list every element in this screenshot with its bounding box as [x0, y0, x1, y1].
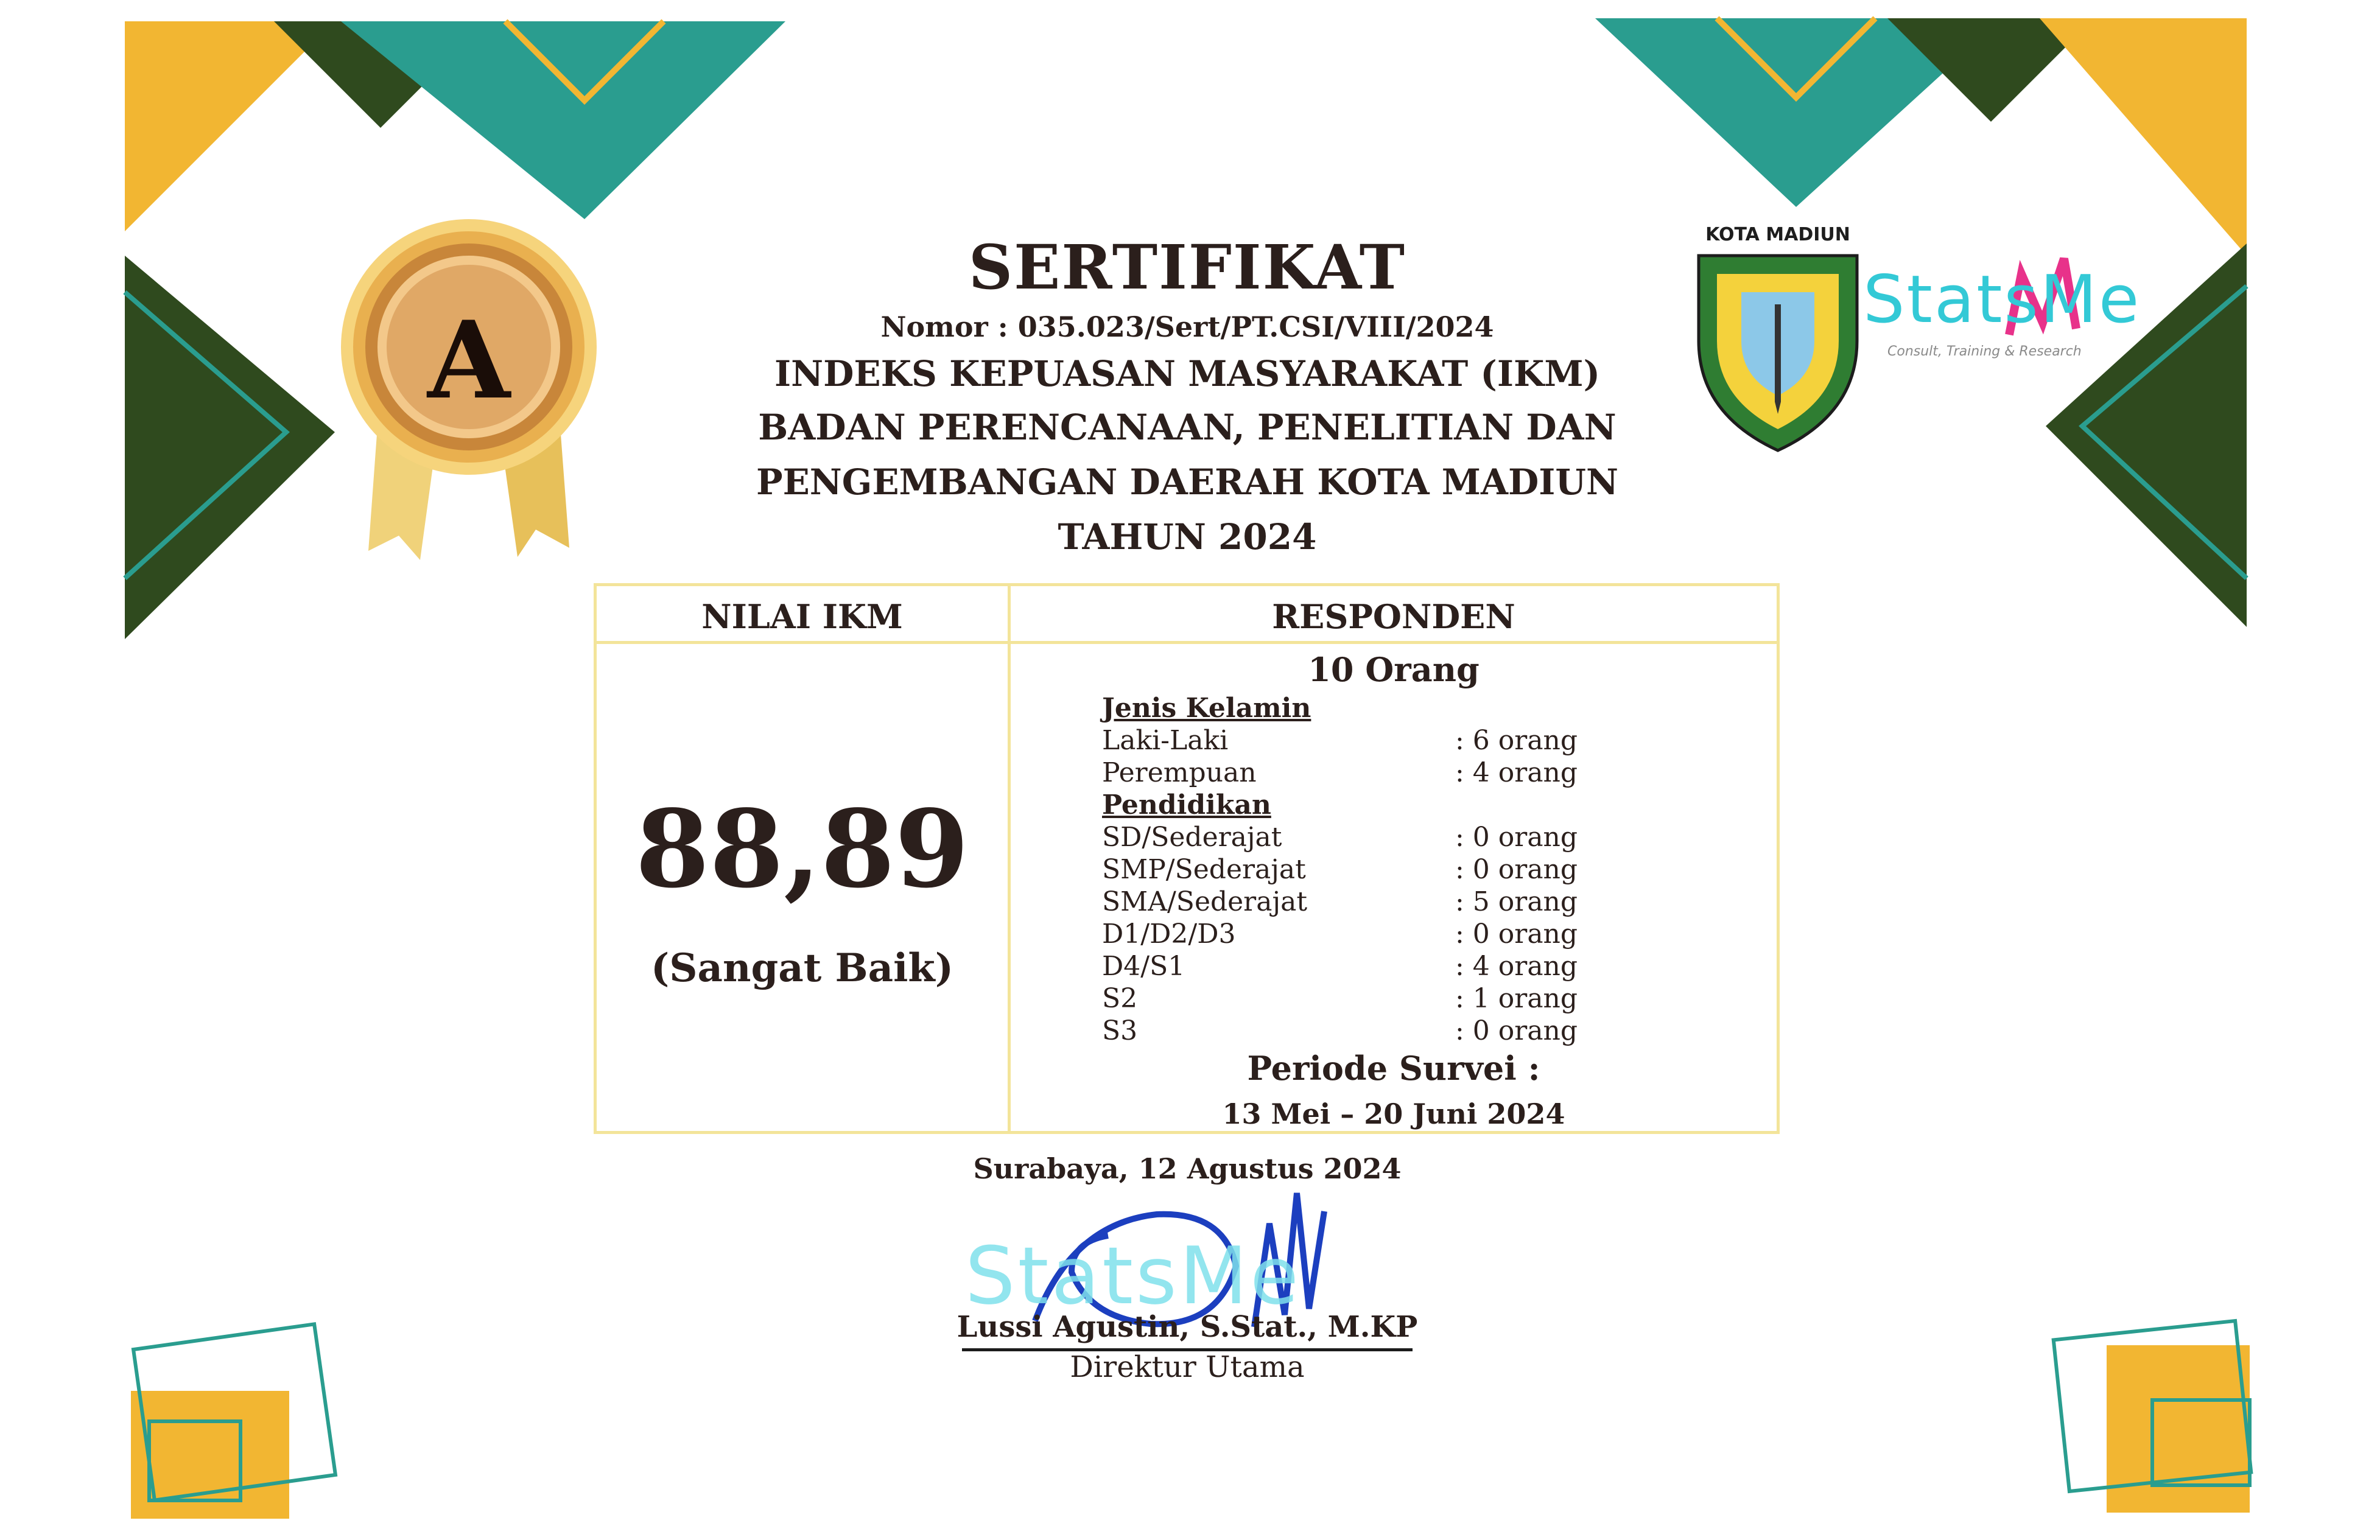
ikm-score: 88,89: [635, 787, 969, 912]
gold-triangle-tr: [2040, 18, 2247, 256]
education-row-value: : 4 orang: [1455, 951, 1578, 982]
heading-line-2: BADAN PERENCANAAN, PENELITIAN DAN: [758, 407, 1617, 448]
education-row-value: : 0 orang: [1455, 854, 1578, 885]
kota-madiun-label: KOTA MADIUN: [1705, 224, 1850, 245]
seal-grade-letter: A: [427, 298, 510, 423]
heading-line-4: TAHUN 2024: [1058, 516, 1317, 558]
responden-header: RESPONDEN: [1011, 586, 1777, 644]
place-date: Surabaya, 12 Agustus 2024: [973, 1152, 1402, 1185]
education-row-label: S3: [1102, 1015, 1138, 1046]
education-row-value: : 5 orang: [1455, 886, 1578, 917]
kota-madiun-emblem-icon: [1699, 256, 1857, 450]
education-row-value: : 0 orang: [1455, 1015, 1578, 1046]
heading-line-1: INDEKS KEPUASAN MASYARAKAT (IKM): [774, 353, 1601, 394]
education-row-label: D1/D2/D3: [1102, 919, 1236, 950]
education-row-label: S2: [1102, 983, 1138, 1014]
ikm-score-label: (Sangat Baik): [650, 945, 954, 991]
education-row-label: SMP/Sederajat: [1102, 854, 1306, 885]
nilai-ikm-column: [597, 586, 1011, 1131]
statsme-brand-name: StatsMe: [1863, 262, 2141, 338]
dark-arrow-left: [125, 256, 335, 639]
education-row-label: SMA/Sederajat: [1102, 886, 1308, 917]
nilai-ikm-header: NILAI IKM: [597, 586, 1008, 644]
teal-triangle-tl: [341, 21, 785, 219]
gender-row-label: Perempuan: [1102, 757, 1257, 788]
gold-triangle-tl: [125, 21, 335, 231]
results-table: [594, 583, 1780, 1134]
education-row-label: D4/S1: [1102, 951, 1185, 982]
responden-column: [1011, 586, 1777, 1131]
education-row-label: SD/Sederajat: [1102, 822, 1282, 853]
gender-row-value: : 4 orang: [1455, 757, 1578, 788]
education-section-title: Pendidikan: [1102, 789, 1271, 821]
gender-row-label: Laki-Laki: [1102, 725, 1229, 756]
signer-role: Direktur Utama: [1070, 1350, 1305, 1384]
education-row-value: : 0 orang: [1455, 919, 1578, 950]
survey-period-title: Periode Survei :: [1247, 1049, 1540, 1088]
statsme-tagline: Consult, Training & Research: [1887, 344, 2082, 359]
certificate-title: SERTIFIKAT: [968, 231, 1406, 303]
education-row-value: : 1 orang: [1455, 983, 1578, 1014]
statsme-watermark: StatsMe: [965, 1230, 1301, 1322]
respondent-total: 10 Orang: [1308, 650, 1480, 689]
gold-square-br: [2107, 1345, 2250, 1513]
gender-section-title: Jenis Kelamin: [1102, 693, 1311, 724]
survey-period-dates: 13 Mei – 20 Juni 2024: [1222, 1097, 1565, 1130]
gender-row-value: : 6 orang: [1455, 725, 1578, 756]
education-row-value: : 0 orang: [1455, 822, 1578, 853]
signer-name: Lussi Agustin, S.Stat., M.KP: [957, 1310, 1418, 1344]
certificate-number: Nomor : 035.023/Sert/PT.CSI/VIII/2024: [880, 310, 1494, 343]
heading-line-3: PENGEMBANGAN DAERAH KOTA MADIUN: [756, 461, 1619, 503]
